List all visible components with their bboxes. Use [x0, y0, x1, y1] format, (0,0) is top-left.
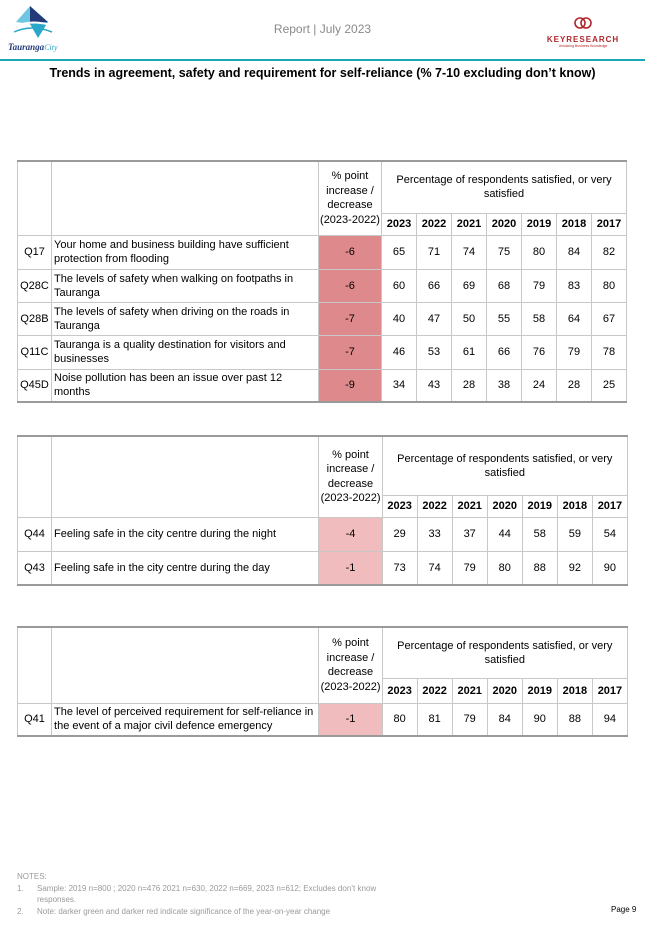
question-text: Tauranga is a quality destination for visitors and businesses	[52, 335, 319, 369]
year-header: 2017	[592, 213, 627, 235]
year-header: 2022	[417, 213, 452, 235]
table-row	[18, 302, 627, 335]
year-value: 47	[417, 302, 452, 335]
year-value: 58	[522, 302, 557, 335]
year-value: 59	[557, 517, 592, 551]
year-value: 84	[487, 703, 522, 736]
year-value: 66	[417, 269, 452, 302]
year-value: 44	[487, 517, 522, 551]
change-value: -6	[319, 235, 382, 269]
year-value: 64	[557, 302, 592, 335]
table-row	[18, 369, 627, 402]
year-value: 69	[452, 269, 487, 302]
question-text: Noise pollution has been an issue over past 12 months	[52, 369, 319, 402]
header-code-cell	[18, 436, 52, 517]
year-value: 60	[382, 269, 417, 302]
year-value: 29	[382, 517, 417, 551]
change-value: -7	[319, 302, 382, 335]
question-text: Your home and business building have sufficient protection from flooding	[52, 235, 319, 269]
year-value: 76	[522, 335, 557, 369]
year-value: 79	[452, 703, 487, 736]
year-value: 74	[452, 235, 487, 269]
change-column-header: % point increase / decrease (2023-2022)	[319, 161, 382, 235]
change-value: -6	[319, 269, 382, 302]
note-item: 1. Sample: 2019 n=800 ; 2020 n=476 2021 n=630, 2022 n=669, 2023 n=612; Excludes don’t know	[17, 883, 377, 893]
header-item-cell	[52, 436, 319, 517]
year-value: 78	[592, 335, 627, 369]
percentage-column-header: Percentage of respondents satisfied, or very satisfied	[382, 627, 627, 678]
year-value: 88	[557, 703, 592, 736]
year-value: 80	[522, 235, 557, 269]
year-header: 2017	[592, 678, 627, 703]
percentage-column-header: Percentage of respondents satisfied, or very satisfied	[382, 161, 627, 213]
year-value: 54	[592, 517, 627, 551]
percentage-column-header: Percentage of respondents satisfied, or very satisfied	[382, 436, 627, 495]
year-value: 83	[557, 269, 592, 302]
year-value: 79	[452, 551, 487, 585]
year-value: 88	[522, 551, 557, 585]
year-value: 25	[592, 369, 627, 402]
header-item-cell	[52, 627, 319, 703]
question-code: Q45D	[18, 369, 52, 402]
year-header: 2023	[382, 495, 417, 517]
year-value: 24	[522, 369, 557, 402]
question-text: The levels of safety when walking on footpaths in Tauranga	[52, 269, 319, 302]
year-header: 2019	[522, 495, 557, 517]
tauranga-logo-wordmark: TaurangaCity	[8, 42, 58, 52]
year-value: 38	[487, 369, 522, 402]
header-code-cell	[18, 161, 52, 235]
year-value: 90	[592, 551, 627, 585]
trends-table-3	[17, 626, 628, 737]
page-number: Page 9	[611, 905, 637, 914]
table-row	[18, 517, 628, 551]
year-value: 92	[557, 551, 592, 585]
question-code: Q17	[18, 235, 52, 269]
question-code: Q44	[18, 517, 52, 551]
year-header: 2019	[522, 678, 557, 703]
year-value: 71	[417, 235, 452, 269]
year-value: 28	[557, 369, 592, 402]
year-value: 50	[452, 302, 487, 335]
year-header: 2020	[487, 495, 522, 517]
year-header: 2020	[487, 678, 522, 703]
year-header: 2018	[557, 678, 592, 703]
year-value: 37	[452, 517, 487, 551]
year-value: 79	[522, 269, 557, 302]
year-header: 2021	[452, 678, 487, 703]
year-header: 2023	[382, 678, 417, 703]
year-value: 73	[382, 551, 417, 585]
year-value: 65	[382, 235, 417, 269]
year-value: 46	[382, 335, 417, 369]
trends-table-2	[17, 435, 628, 586]
year-header: 2020	[487, 213, 522, 235]
change-column-header: % point increase / decrease (2023-2022)	[319, 627, 382, 703]
table-row	[18, 335, 627, 369]
year-value: 79	[557, 335, 592, 369]
change-value: -7	[319, 335, 382, 369]
notes-heading: NOTES:	[17, 872, 47, 881]
question-code: Q28C	[18, 269, 52, 302]
year-value: 81	[417, 703, 452, 736]
question-code: Q43	[18, 551, 52, 585]
year-value: 40	[382, 302, 417, 335]
keyresearch-wordmark: KEYRESEARCH	[546, 35, 620, 44]
table-row	[18, 269, 627, 302]
keyresearch-logo	[538, 16, 628, 46]
keyresearch-rings-icon	[571, 16, 595, 30]
year-header: 2022	[417, 495, 452, 517]
change-column-header: % point increase / decrease (2023-2022)	[319, 436, 382, 517]
year-value: 53	[417, 335, 452, 369]
year-value: 33	[417, 517, 452, 551]
year-value: 34	[382, 369, 417, 402]
header-divider	[0, 59, 645, 61]
change-value: -1	[319, 703, 382, 736]
report-label: Report | July 2023	[273, 22, 372, 36]
year-value: 28	[452, 369, 487, 402]
header-code-cell	[18, 627, 52, 703]
change-value: -4	[319, 517, 382, 551]
year-value: 82	[592, 235, 627, 269]
year-value: 80	[487, 551, 522, 585]
year-value: 80	[592, 269, 627, 302]
year-value: 90	[522, 703, 557, 736]
year-value: 68	[487, 269, 522, 302]
header-item-cell	[52, 161, 319, 235]
year-header: 2021	[452, 213, 487, 235]
page-title: Trends in agreement, safety and requirement for self-reliance (% 7-10 excluding don’t know)	[49, 66, 596, 80]
year-value: 94	[592, 703, 627, 736]
year-value: 66	[487, 335, 522, 369]
year-header: 2018	[557, 213, 592, 235]
year-value: 55	[487, 302, 522, 335]
question-text: Feeling safe in the city centre during the night	[52, 517, 319, 551]
year-value: 67	[592, 302, 627, 335]
year-value: 84	[557, 235, 592, 269]
question-code: Q41	[18, 703, 52, 736]
year-header: 2018	[557, 495, 592, 517]
trends-table-1	[17, 160, 627, 403]
table-row	[18, 703, 628, 736]
year-header: 2023	[382, 213, 417, 235]
table-row	[18, 551, 628, 585]
year-value: 75	[487, 235, 522, 269]
year-header: 2019	[522, 213, 557, 235]
notes-section	[17, 871, 437, 917]
note-item: 2. Note: darker green and darker red indicate significance of the year-on-year change	[17, 906, 331, 916]
year-header: 2021	[452, 495, 487, 517]
year-value: 74	[417, 551, 452, 585]
year-value: 58	[522, 517, 557, 551]
change-value: -1	[319, 551, 382, 585]
note-item-continuation: responses.	[37, 895, 77, 904]
year-header: 2017	[592, 495, 627, 517]
question-code: Q11C	[18, 335, 52, 369]
year-value: 43	[417, 369, 452, 402]
question-text: The levels of safety when driving on the roads in Tauranga	[52, 302, 319, 335]
change-value: -9	[319, 369, 382, 402]
question-code: Q28B	[18, 302, 52, 335]
table-row	[18, 235, 627, 269]
year-value: 80	[382, 703, 417, 736]
keyresearch-tagline: Unlocking Business Knowledge	[558, 44, 608, 48]
year-header: 2022	[417, 678, 452, 703]
year-value: 61	[452, 335, 487, 369]
question-text: Feeling safe in the city centre during the day	[52, 551, 319, 585]
question-text: The level of perceived requirement for self-reliance in the event of a major civil defence emergency	[52, 703, 319, 736]
